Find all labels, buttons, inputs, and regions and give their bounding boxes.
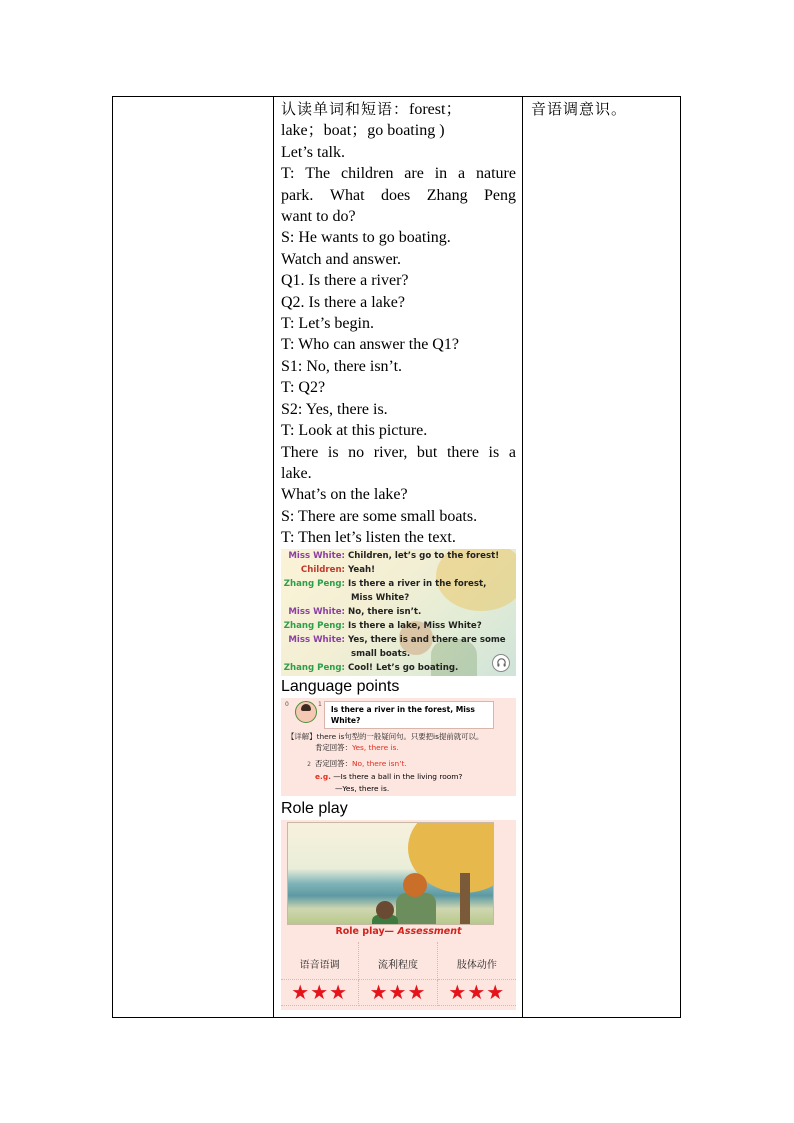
avatar-icon [295, 701, 317, 723]
dialogue-text: Cool! Let’s go boating. [348, 663, 459, 674]
dialogue-text: Yeah! [348, 564, 376, 575]
lp-question-row [281, 698, 516, 729]
assessment-grid [281, 942, 516, 1006]
teacher-figure [396, 893, 436, 925]
dialogue-text: No, there isn’t. [348, 606, 422, 617]
t-line-2: park. What does Zhang Peng [281, 186, 516, 204]
q2-line: Q2. Is there a lake? [281, 293, 405, 311]
t-who-line: T: Who can answer the Q1? [281, 336, 459, 354]
t-q2-line: T: Q2? [281, 379, 326, 397]
s1-line: S1: No, there isn’t. [281, 357, 403, 375]
t-line-1: T: The children are in a nature [281, 165, 516, 183]
watch-line: Watch and answer. [281, 250, 401, 268]
s-boats-line: S: There are some small boats. [281, 507, 478, 525]
dialogue-line [281, 577, 516, 591]
speaker-label: Miss White: [288, 550, 345, 561]
intro-line-1: 认读单词和短语：forest； [281, 100, 462, 118]
lp-example-a: —Yes, there is. [335, 783, 390, 793]
point-number: 2 [307, 761, 311, 769]
s-line: S: He wants to go boating. [281, 229, 451, 247]
role-play-panel [281, 820, 516, 1010]
lp-question-box: Is there a river in the forest, Miss White? [324, 701, 494, 729]
criterion-fluency: 流利程度 [359, 942, 437, 980]
star-rating: ★★★ [359, 980, 437, 1006]
intro-line-2: lake；boat；go boating ) [281, 122, 445, 140]
dialogue-panel [281, 549, 516, 676]
criterion-pronunciation: 语音语调 [281, 942, 359, 980]
lesson-plan-table [112, 96, 681, 1018]
star-rating: ★★★ [281, 980, 359, 1006]
no-river-line-2: lake. [281, 464, 312, 482]
dialogue-continuation: small boats. [351, 649, 411, 660]
assessment-title: Role play— Assessment [335, 925, 462, 937]
t-look-line: T: Look at this picture. [281, 422, 428, 440]
role-play-heading: Role play [281, 799, 348, 817]
t-line-3: want to do? [281, 208, 356, 226]
dialogue-line [281, 619, 516, 633]
middle-column [274, 97, 523, 1017]
dialogue-text: Yes, there is and there are some [348, 635, 506, 646]
headphones-icon[interactable] [492, 654, 510, 672]
dialogue-text: Is there a lake, Miss White? [348, 621, 482, 631]
dialogue-line [281, 633, 516, 647]
dialogue-line [281, 549, 516, 563]
t-begin-line: T: Let’s begin. [281, 315, 374, 333]
right-column [523, 97, 680, 1017]
speaker-label: Zhang Peng: [283, 663, 345, 674]
lp-negative: 2 否定回答：No, there isn’t. [281, 758, 516, 772]
left-column [113, 97, 274, 1017]
speaker-label: Zhang Peng: [283, 578, 345, 589]
dialogue-line [281, 661, 516, 675]
speaker-label: Children: [300, 564, 345, 575]
q1-line: Q1. Is there a river? [281, 272, 409, 290]
lp-positive: 肯定回答：Yes, there is. [315, 742, 399, 752]
point-number: 0 [285, 700, 289, 708]
boy-head [376, 901, 394, 919]
no-river-line: There is no river, but there is a [281, 443, 516, 461]
lp-detail: 【详解】there is句型的一般疑问句。只要把is提前就可以。 [287, 731, 484, 741]
s2-line: S2: Yes, there is. [281, 400, 388, 418]
speaker-label: Zhang Peng: [283, 621, 345, 631]
dialogue-text: Is there a river in the forest, [348, 578, 487, 589]
dialogue-text: Children, let’s go to the forest! [348, 550, 500, 561]
dialogue-line [281, 605, 516, 619]
star-rating: ★★★ [438, 980, 516, 1006]
dialogue-continuation: Miss White? [351, 592, 410, 603]
lets-talk: Let’s talk. [281, 143, 345, 161]
whats-on-line: What’s on the lake? [281, 486, 408, 504]
criterion-body-language: 肢体动作 [438, 942, 516, 980]
dialogue-line [281, 563, 516, 577]
teacher-head [403, 873, 427, 897]
language-points-heading: Language points [281, 677, 400, 695]
lp-example-q: e.g. —Is there a ball in the living room? [315, 771, 463, 781]
role-play-illustration [287, 822, 494, 925]
t-listen-line: T: Then let’s listen the text. [281, 529, 456, 547]
speaker-label: Miss White: [288, 635, 345, 646]
tree-trunk [460, 873, 470, 925]
language-points-panel [281, 698, 516, 796]
speaker-label: Miss White: [288, 606, 345, 617]
point-number: 1 [318, 700, 322, 708]
headphones-icon-svg [496, 657, 507, 668]
right-column-text: 音语调意识。 [531, 100, 628, 118]
